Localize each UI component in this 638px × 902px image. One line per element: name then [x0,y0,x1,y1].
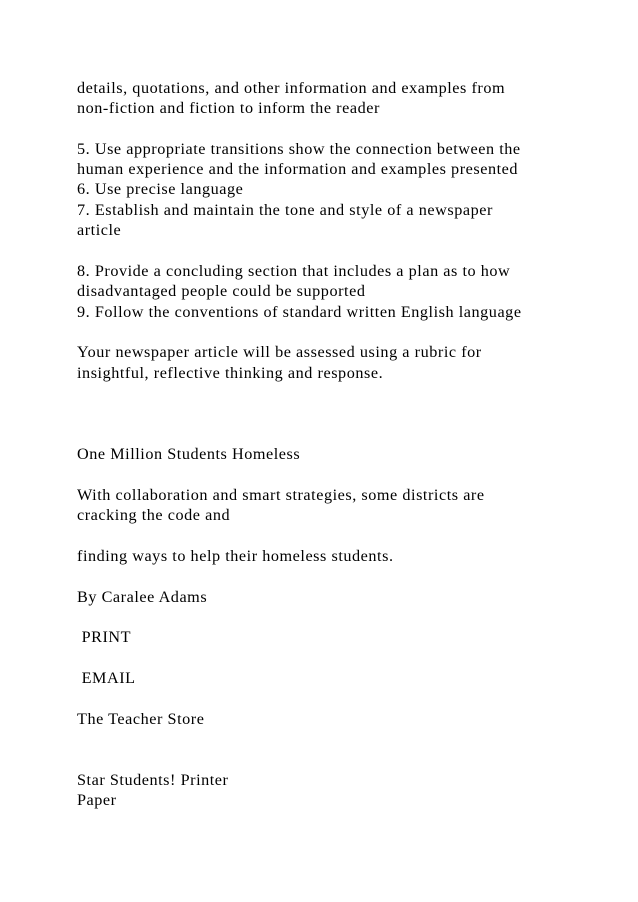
text-line: details, quotations, and other information and examples from [77,79,506,97]
article-subtitle: With collaboration and smart strategies, some districts are [77,486,485,504]
text-line: 5. Use appropriate transitions show the connection between the [77,140,521,158]
article-subtitle: finding ways to help their homeless students. [77,547,394,565]
text-line: 8. Provide a concluding section that includes a plan as to how [77,262,511,280]
article-title: One Million Students Homeless [77,445,301,463]
text-line: non-fiction and fiction to inform the reader [77,99,380,117]
text-line: disadvantaged people could be supported [77,282,366,300]
email-label: EMAIL [77,669,136,687]
text-line: 7. Establish and maintain the tone and style of a newspaper [77,201,493,219]
text-line: article [77,221,122,239]
print-label: PRINT [77,628,132,646]
text-line: 6. Use precise language [77,180,244,198]
product-name: Paper [77,791,117,809]
byline: By Caralee Adams [77,588,208,606]
store-heading: The Teacher Store [77,710,205,728]
text-line: Your newspaper article will be assessed using a rubric for [77,343,482,361]
article-subtitle: cracking the code and [77,506,231,524]
product-name: Star Students! Printer [77,771,229,789]
text-line: insightful, reflective thinking and response. [77,364,384,382]
text-line: 9. Follow the conventions of standard written English language [77,303,522,321]
text-line: human experience and the information and examples presented [77,160,519,178]
